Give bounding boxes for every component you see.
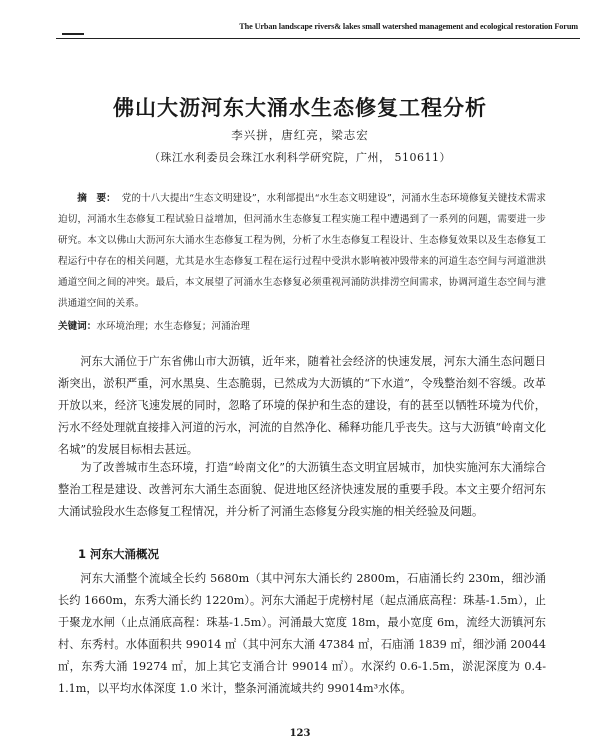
paragraph-text: 为了改善城市生态环境，打造“岭南文化”的大沥镇生态文明宜居城市，加快实施河东大涌综合整治工程是建设、改善河东大涌生态面貌、促进地区经济快速发展的重要手段。本文主要介绍河东大涌试验段水生态修复工程情况，并分析了河涌生态修复分段实施的相关经验及问题。 <box>58 461 546 518</box>
header-mark <box>62 33 84 35</box>
abstract-text: 党的十八大提出“生态文明建设”，水利部提出“水生态文明建设”，河涌水生态环境修复关键技术需求迫切，河涌水生态修复工程试验日益增加，但河涌水生态修复工程实施工程中遭遇到了一系列的问题，需要进一步研究。本文以佛山大沥河东大涌水生态修复工程为例，分析了水生态修复工程设计、生态修复效果以及生态修复工程运行中存在的相关问题，尤其是水生态修复工程在运行过程中受洪水影响被冲毁带来的河道生态空间与河道泄洪通道空间之间的冲突。最后，本文展望了河涌水生态修复必须重视河涌防洪排涝空间需求，协调河道生态空间与泄洪通道空间的关系。 <box>58 193 546 309</box>
body-paragraph-3 <box>58 568 546 700</box>
paragraph-text: 河东大涌整个流域全长约 5680m（其中河东大涌长约 2800m，石庙涌长约 230m，细沙涌长约 1660m，东秀大涌长约 1220m）。河东大涌起于虎榜村尾（起点涌底高程：珠基-1.5m），止于聚龙水闸（止点涌底高程：珠基-1.5m）。河涌最大宽度 18m，最小宽度 6m，流经大沥镇河东村、东秀村。水体面积共 99014 ㎡（其中河东大涌 47384 ㎡，石庙涌 1839 ㎡，细沙涌 20044 ㎡，东秀大涌 19274 ㎡，加上其它支涌合计 99014 ㎡）。水深约 0.6-1.5m，淤泥深度为 0.4-1.1m，以平均水体深度 1.0 米计，整条河涌流域共约 99014m³水体。 <box>58 572 546 695</box>
keywords-text: 水环境治理；水生态修复；河涌治理 <box>96 321 250 332</box>
body-paragraph-1 <box>58 351 546 461</box>
affiliation: （珠江水利委员会珠江水利科学研究院，广州， 510611） <box>149 151 451 164</box>
body-paragraph-2 <box>58 457 546 523</box>
authors: 李兴拼，唐红亮，梁志宏 <box>231 128 369 142</box>
paper-title: 佛山大沥河东大涌水生态修复工程分析 <box>113 96 487 120</box>
running-header: The Urban landscape rivers& lakes small watershed management and ecological restoration Forum <box>239 22 578 31</box>
header-rule <box>56 38 580 39</box>
abstract <box>58 188 546 314</box>
section-heading: 1 河东大涌概况 <box>78 547 160 561</box>
paragraph-text: 河东大涌位于广东省佛山市大沥镇，近年来，随着社会经济的快速发展，河东大涌生态问题日渐突出，淤积严重，河水黑臭、生态脆弱，已然成为大沥镇的“下水道”，令残整治刻不容缓。改革开放以来，经济飞速发展的同时，忽略了环境的保护和生态的建设，有的甚至以牺牲环境为代价，污水不经处理就直接排入河道的污水，河流的自然净化、稀释功能几乎丧失。这与大沥镇“岭南文化名城”的发展目标相去甚远。 <box>58 355 546 456</box>
abstract-label: 摘 要： <box>77 193 116 204</box>
keywords <box>58 318 546 332</box>
keywords-label: 关键词： <box>58 321 97 332</box>
page-number: 123 <box>289 728 311 739</box>
